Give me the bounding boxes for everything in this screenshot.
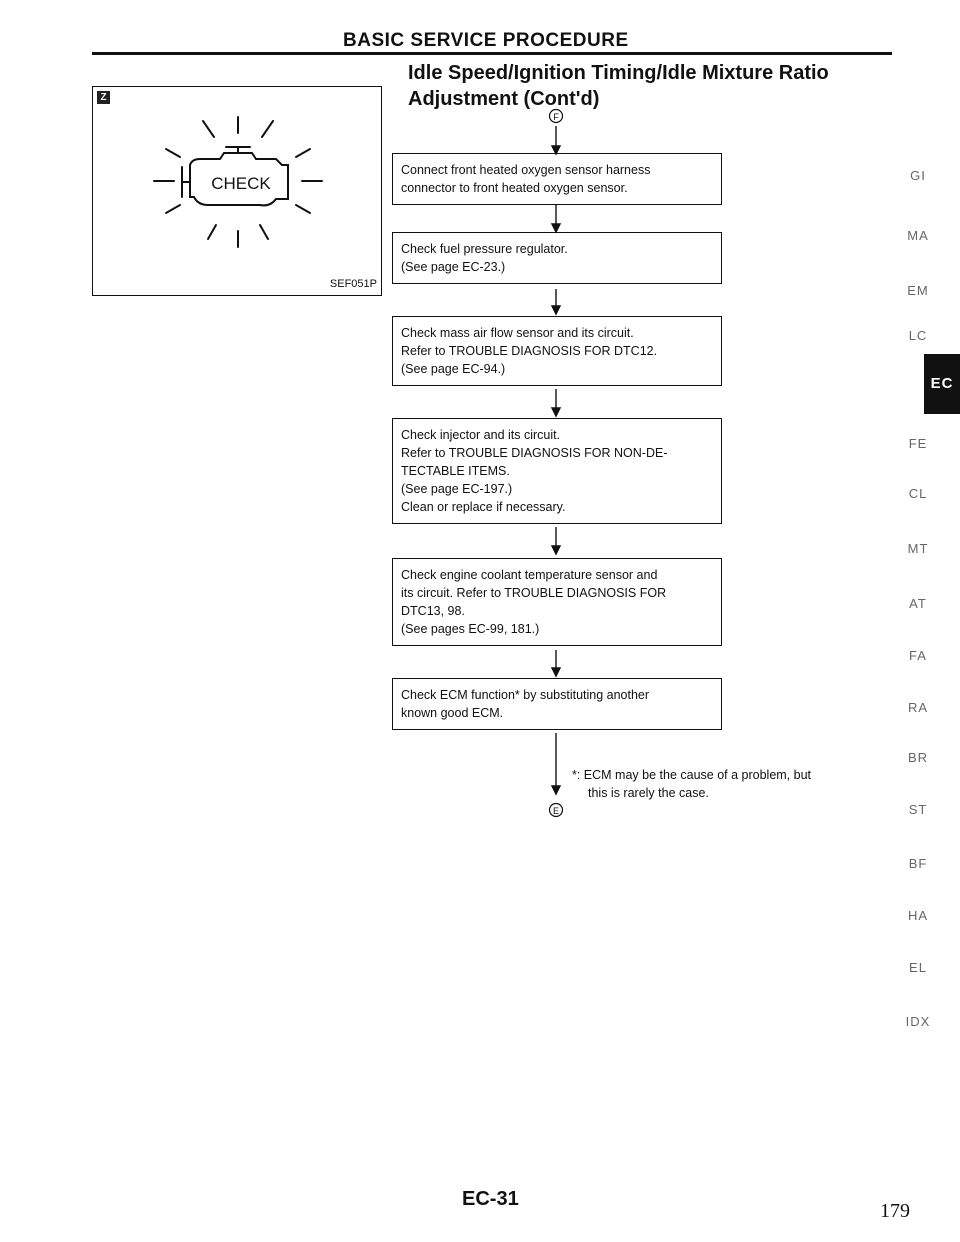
side-tab-lc[interactable]: LC bbox=[908, 328, 928, 343]
side-tab-cl[interactable]: CL bbox=[908, 486, 928, 501]
side-tab-ha[interactable]: HA bbox=[907, 908, 929, 923]
arrow-head bbox=[552, 224, 560, 232]
side-tab-ra[interactable]: RA bbox=[907, 700, 929, 715]
side-tab-bf[interactable]: BF bbox=[908, 856, 928, 871]
footnote-line1: *: ECM may be the cause of a problem, but bbox=[572, 768, 812, 782]
footnote-line2: this is rarely the case. bbox=[588, 786, 709, 800]
figure-marker: Z bbox=[97, 91, 110, 104]
flow-step-2: Check fuel pressure regulator. (See page EC-23.) bbox=[392, 232, 722, 284]
connector-entry: F bbox=[548, 108, 564, 124]
side-tab-fa[interactable]: FA bbox=[909, 648, 927, 663]
section-title-line1: Idle Speed/Ignition Timing/Idle Mixture Ratio bbox=[408, 62, 829, 84]
check-label: CHECK bbox=[211, 174, 271, 193]
page-code: EC-31 bbox=[462, 1188, 519, 1210]
side-tab-br[interactable]: BR bbox=[907, 750, 929, 765]
arrow-head bbox=[552, 786, 560, 794]
arrow-head bbox=[552, 546, 560, 554]
side-tab-el[interactable]: EL bbox=[909, 960, 927, 975]
side-tab-at[interactable]: AT bbox=[909, 596, 927, 611]
figure-code: SEF051P bbox=[329, 278, 377, 290]
side-tab-ec[interactable]: EC bbox=[924, 354, 960, 414]
side-tab-em[interactable]: EM bbox=[907, 283, 929, 298]
flow-step-5: Check engine coolant temperature sensor and its circuit. Refer to TROUBLE DIAGNOSIS FOR DTC13, 98. (See pages EC-99, 181.) bbox=[392, 558, 722, 646]
flow-step-3: Check mass air flow sensor and its circuit. Refer to TROUBLE DIAGNOSIS FOR DTC12. (See page EC-94.) bbox=[392, 316, 722, 386]
flow-step-1: Connect front heated oxygen sensor harness connector to front heated oxygen sensor. bbox=[392, 153, 722, 205]
connector-exit: E bbox=[548, 802, 564, 818]
side-tab-ma[interactable]: MA bbox=[907, 228, 929, 243]
arrow-head bbox=[552, 306, 560, 314]
arrow-head bbox=[552, 668, 560, 676]
footnote bbox=[572, 766, 811, 802]
section-title-line2: Adjustment (Cont'd) bbox=[408, 88, 600, 110]
flow-step-6: Check ECM function* by substituting another known good ECM. bbox=[392, 678, 722, 730]
side-tab-gi[interactable]: GI bbox=[910, 168, 926, 183]
side-tab-st[interactable]: ST bbox=[908, 802, 928, 817]
page-number: 179 bbox=[880, 1200, 910, 1222]
side-tab-mt[interactable]: MT bbox=[907, 541, 929, 556]
side-tab-fe[interactable]: FE bbox=[908, 436, 928, 451]
side-tab-idx[interactable]: IDX bbox=[905, 1014, 931, 1029]
flow-step-4: Check injector and its circuit. Refer to TROUBLE DIAGNOSIS FOR NON-DE- TECTABLE ITEMS. (See page EC-197.) Clean or replace if necessary. bbox=[392, 418, 722, 524]
arrow-head bbox=[552, 408, 560, 416]
header-title: BASIC SERVICE PROCEDURE bbox=[343, 30, 629, 51]
